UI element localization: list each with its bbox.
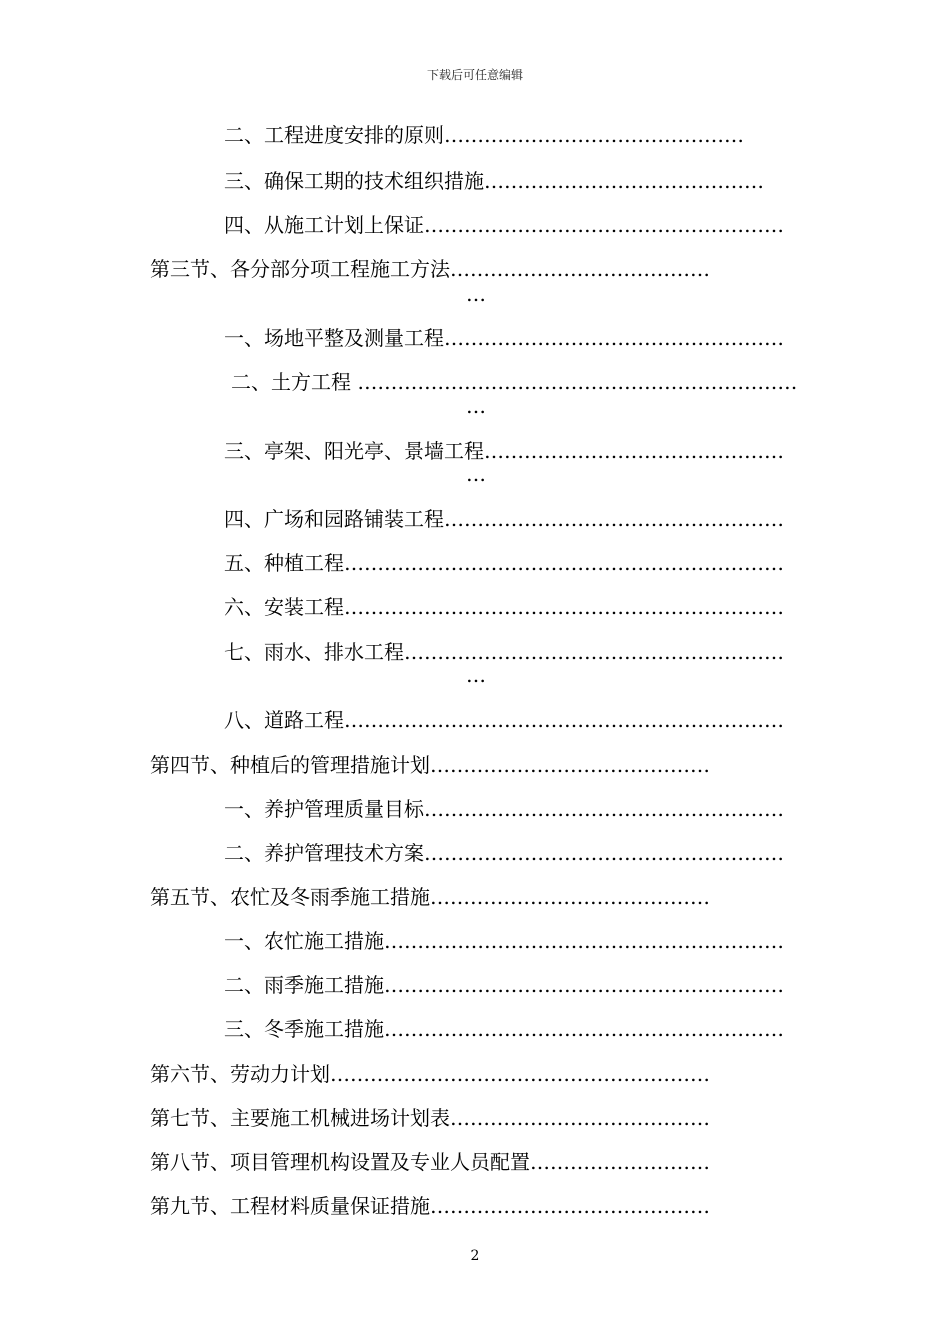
toc-entry[interactable]: 四、广场和园路铺装工程…………………………………………… <box>224 507 784 531</box>
toc-section[interactable]: 第三节、各分部分项工程施工方法………………………………… <box>150 257 710 281</box>
toc-entry[interactable]: 三、冬季施工措施…………………………………………………… <box>224 1017 784 1041</box>
toc-entry[interactable]: 二、工程进度安排的原则……………………………………… <box>224 123 744 147</box>
toc-entry[interactable]: 二、雨季施工措施…………………………………………………… <box>224 973 784 997</box>
toc-entry[interactable]: 一、场地平整及测量工程…………………………………………… <box>224 326 784 350</box>
toc-section[interactable]: 第六节、劳动力计划………………………………………………… <box>150 1062 710 1086</box>
toc-section[interactable]: 第九节、工程材料质量保证措施…………………………………… <box>150 1194 710 1218</box>
toc-section[interactable]: 第四节、种植后的管理措施计划…………………………………… <box>150 753 710 777</box>
toc-entry[interactable]: 七、雨水、排水工程………………………………………………… <box>224 640 784 664</box>
toc-wrap-dots: … <box>466 462 484 486</box>
page-number: 2 <box>470 1248 480 1264</box>
page-header-note: 下载后可任意编辑 <box>426 68 523 82</box>
toc-entry[interactable]: 三、确保工期的技术组织措施…………………………………… <box>224 169 764 193</box>
toc-wrap-dots: … <box>466 663 484 687</box>
toc-section[interactable]: 第七节、主要施工机械进场计划表………………………………… <box>150 1106 710 1130</box>
toc-entry[interactable]: 二、土方工程 ………………………………………………………… <box>231 370 798 394</box>
toc-entry[interactable]: 六、安装工程………………………………………………………… <box>224 595 784 619</box>
toc-wrap-dots: … <box>466 282 484 306</box>
toc-entry[interactable]: 五、种植工程………………………………………………………… <box>224 551 784 575</box>
toc-wrap-dots: … <box>466 394 484 418</box>
toc-entry[interactable]: 一、农忙施工措施…………………………………………………… <box>224 929 784 953</box>
toc-entry[interactable]: 一、养护管理质量目标……………………………………………… <box>224 797 784 821</box>
toc-section[interactable]: 第五节、农忙及冬雨季施工措施…………………………………… <box>150 885 710 909</box>
toc-entry[interactable]: 二、养护管理技术方案……………………………………………… <box>224 841 784 865</box>
toc-entry[interactable]: 八、道路工程………………………………………………………… <box>224 708 784 732</box>
toc-entry[interactable]: 四、从施工计划上保证……………………………………………… <box>224 213 784 237</box>
toc-entry[interactable]: 三、亭架、阳光亭、景墙工程……………………………………… <box>224 439 784 463</box>
toc-section[interactable]: 第八节、项目管理机构设置及专业人员配置……………………… <box>150 1150 710 1174</box>
